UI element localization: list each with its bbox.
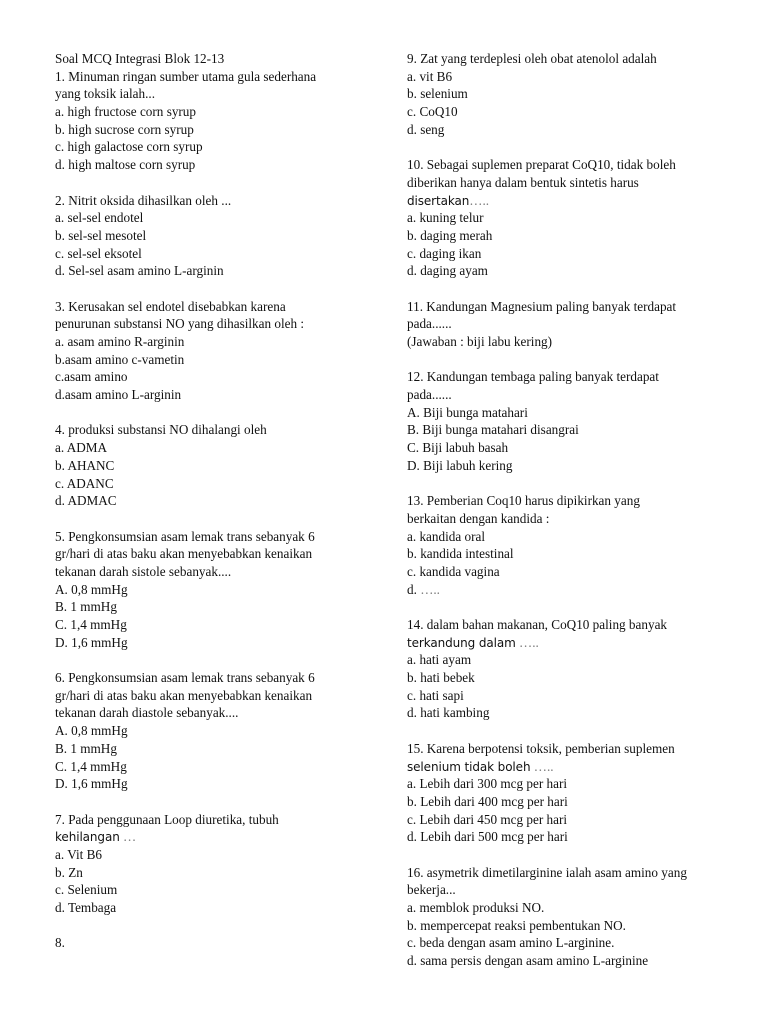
line-text: a. ADMA [55, 440, 108, 456]
text-line [407, 828, 737, 846]
line-text: A. 0,8 mmHg [55, 581, 128, 597]
blank-line [55, 651, 380, 669]
blank-line [55, 510, 380, 528]
text-line [55, 492, 380, 510]
line-text: 1. Minuman ringan sumber utama gula sederhana [55, 68, 317, 84]
line-text: tekanan darah diastole sebanyak.... [55, 705, 239, 721]
line-text: d. daging ayam [407, 263, 488, 279]
line-text: b.asam amino c-vametin [55, 351, 185, 367]
blank-line [55, 404, 380, 422]
text-line [407, 793, 737, 811]
text-line [55, 85, 380, 103]
text-line [55, 598, 380, 616]
line-text: a. Vit B6 [55, 846, 102, 862]
line-text: 12. Kandungan tembaga paling banyak terdapat [407, 369, 659, 385]
line-text: yang toksik ialah... [55, 86, 155, 102]
line-text: C. Biji labuh basah [407, 440, 509, 456]
line-text: b. mempercepat reaksi pembentukan NO. [407, 917, 626, 933]
text-line [407, 368, 737, 386]
left-column [55, 50, 380, 952]
text-line [407, 439, 737, 457]
text-line [407, 616, 737, 634]
line-text: c. CoQ10 [407, 104, 458, 120]
text-line [55, 545, 380, 563]
text-line [55, 704, 380, 722]
ellipsis-dots: ….. [530, 758, 554, 774]
line-text: 8. [55, 935, 65, 951]
text-line [407, 156, 737, 174]
line-text: 13. Pemberian Coq10 harus dipikirkan yang [407, 493, 640, 509]
text-line [407, 687, 737, 705]
text-line [55, 68, 380, 86]
text-line [55, 811, 380, 829]
line-text: 7. Pada penggunaan Loop diuretika, tubuh [55, 811, 279, 827]
text-line [55, 563, 380, 581]
line-text: d. ADMAC [55, 493, 117, 509]
blank-line [407, 351, 737, 369]
line-text: 9. Zat yang terdeplesi oleh obat atenolol adalah [407, 51, 657, 66]
line-text: d. Lebih dari 500 mcg per hari [407, 829, 568, 845]
right-column [407, 50, 737, 970]
text-line [55, 262, 380, 280]
text-line [407, 121, 737, 139]
text-line [407, 704, 737, 722]
text-line [407, 85, 737, 103]
line-text: d. Sel-sel asam amino L-arginin [55, 263, 224, 279]
line-text: d. sama persis dengan asam amino L-arginine [407, 953, 649, 969]
text-line [407, 68, 737, 86]
text-line [55, 315, 380, 333]
line-text: penurunan substansi NO yang dihasilkan oleh : [55, 316, 305, 332]
text-line [55, 245, 380, 263]
blank-line [407, 722, 737, 740]
line-text: b. AHANC [55, 457, 115, 473]
text-line [55, 528, 380, 546]
text-line [55, 421, 380, 439]
text-line [407, 262, 737, 280]
line-text: b. sel-sel mesotel [55, 227, 147, 243]
text-line [407, 651, 737, 669]
blank-line [55, 793, 380, 811]
text-line [407, 174, 737, 192]
line-text: A. Biji bunga matahari [407, 404, 528, 420]
line-text: c. Lebih dari 450 mcg per hari [407, 811, 568, 827]
line-text: c. high galactose corn syrup [55, 139, 203, 155]
blank-line [407, 138, 737, 156]
text-line [55, 386, 380, 404]
text-line [55, 722, 380, 740]
line-text: a. hati ayam [407, 652, 472, 668]
text-line [407, 227, 737, 245]
text-line [407, 528, 737, 546]
text-line [55, 50, 380, 68]
text-line [407, 811, 737, 829]
text-line [407, 492, 737, 510]
text-line [407, 457, 737, 475]
text-line [55, 828, 380, 846]
text-line [55, 138, 380, 156]
blank-line [407, 475, 737, 493]
text-line [55, 687, 380, 705]
text-line [407, 209, 737, 227]
blank-line [55, 280, 380, 298]
line-text: a. sel-sel endotel [55, 210, 144, 226]
line-text: pada...... [407, 387, 452, 403]
line-text: berkaitan dengan kandida : [407, 510, 550, 526]
ellipsis-dots: ….. [469, 192, 490, 208]
text-line [55, 103, 380, 121]
line-text: C. 1,4 mmHg [55, 617, 127, 632]
text-line [55, 740, 380, 758]
text-line [407, 934, 737, 952]
line-text: d.asam amino L-arginin [55, 387, 182, 403]
line-text: kehilangan [55, 830, 120, 845]
line-text: b. hati bebek [407, 670, 475, 686]
line-text: b. kandida intestinal [407, 546, 514, 562]
line-text: diberikan hanya dalam bentuk sintetis harus [407, 174, 639, 190]
line-text: a. asam amino R-arginin [55, 334, 185, 349]
line-text: b. Zn [55, 864, 83, 880]
line-text: terkandung dalam [407, 635, 516, 650]
text-line [55, 475, 380, 493]
line-text: a. kandida oral [407, 528, 485, 544]
line-text: 10. Sebagai suplemen preparat CoQ10, tidak boleh [407, 157, 676, 173]
line-text: gr/hari di atas baku akan menyebabkan kenaikan [55, 546, 313, 562]
line-text: d. seng [407, 121, 445, 137]
line-text: 11. Kandungan Magnesium paling banyak terdapat [407, 298, 677, 314]
text-line [55, 616, 380, 634]
line-text: d. [407, 581, 417, 597]
line-text: c. daging ikan [407, 245, 482, 261]
line-text: bekerja... [407, 882, 456, 898]
line-text: b. high sucrose corn syrup [55, 121, 194, 137]
ellipsis-dots: ….. [515, 634, 539, 650]
line-text: B. 1 mmHg [55, 599, 117, 615]
line-text: D. 1,6 mmHg [55, 776, 128, 792]
text-line [55, 227, 380, 245]
text-line [55, 881, 380, 899]
text-line [55, 634, 380, 652]
line-text: c. beda dengan asam amino L-arginine. [407, 935, 615, 951]
text-line [407, 510, 737, 528]
line-text: D. Biji labuh kering [407, 457, 513, 473]
text-line [55, 368, 380, 386]
line-text: 2. Nitrit oksida dihasilkan oleh ... [55, 192, 232, 208]
text-line [55, 298, 380, 316]
text-line [407, 634, 737, 652]
text-line [407, 298, 737, 316]
text-line [55, 439, 380, 457]
blank-line [407, 846, 737, 864]
text-line [407, 404, 737, 422]
line-text: (Jawaban : biji labu kering) [407, 334, 553, 349]
line-text: c. ADANC [55, 475, 114, 491]
line-text: b. Lebih dari 400 mcg per hari [407, 793, 568, 809]
line-text: D. 1,6 mmHg [55, 634, 128, 650]
line-text: d. Tembaga [55, 900, 117, 915]
text-line [407, 758, 737, 776]
line-text: 4. produksi substansi NO dihalangi oleh [55, 422, 267, 438]
text-line [55, 209, 380, 227]
text-line [55, 581, 380, 599]
blank-line [407, 598, 737, 616]
blank-line [407, 280, 737, 298]
line-text: d. hati kambing [407, 705, 490, 721]
line-text: disertakan [407, 193, 470, 208]
text-line [55, 156, 380, 174]
text-line [55, 121, 380, 139]
line-text: a. memblok produksi NO. [407, 900, 545, 915]
text-line [55, 864, 380, 882]
line-text: pada...... [407, 316, 452, 332]
line-text: b. selenium [407, 86, 468, 102]
line-text: Soal MCQ Integrasi Blok 12-13 [55, 51, 225, 66]
text-line [55, 934, 380, 952]
line-text: c. sel-sel eksotel [55, 245, 142, 261]
text-line [407, 952, 737, 970]
line-text: gr/hari di atas baku akan menyebabkan kenaikan [55, 687, 313, 703]
text-line [407, 421, 737, 439]
line-text: 16. asymetrik dimetilarginine ialah asam amino yang [407, 864, 687, 880]
text-line [55, 457, 380, 475]
text-line [407, 386, 737, 404]
line-text: B. 1 mmHg [55, 740, 117, 756]
text-line [407, 50, 737, 68]
ellipsis-dots: ….. [416, 581, 440, 597]
line-text: b. daging merah [407, 227, 493, 243]
text-line [55, 333, 380, 351]
text-line [55, 775, 380, 793]
text-line [407, 245, 737, 263]
line-text: c. hati sapi [407, 687, 464, 703]
line-text: C. 1,4 mmHg [55, 758, 127, 774]
line-text: 15. Karena berpotensi toksik, pemberian suplemen [407, 740, 675, 756]
text-line [407, 899, 737, 917]
text-line [407, 917, 737, 935]
blank-line [55, 917, 380, 935]
text-line [407, 740, 737, 758]
text-line [55, 351, 380, 369]
blank-line [55, 174, 380, 192]
line-text: a. kuning telur [407, 210, 484, 226]
line-text: B. Biji bunga matahari disangrai [407, 422, 579, 438]
text-line [407, 333, 737, 351]
line-text: 5. Pengkonsumsian asam lemak trans sebanyak 6 [55, 528, 315, 544]
text-line [55, 846, 380, 864]
text-line [407, 581, 737, 599]
text-line [55, 192, 380, 210]
line-text: c. Selenium [55, 882, 118, 898]
text-line [407, 563, 737, 581]
line-text: 3. Kerusakan sel endotel disebabkan karena [55, 298, 286, 314]
text-line [407, 669, 737, 687]
line-text: 6. Pengkonsumsian asam lemak trans sebanyak 6 [55, 670, 315, 686]
text-line [55, 758, 380, 776]
line-text: selenium tidak boleh [407, 759, 531, 774]
text-line [407, 315, 737, 333]
ellipsis-dots: … [119, 829, 137, 845]
line-text: a. high fructose corn syrup [55, 104, 196, 120]
text-line [407, 545, 737, 563]
text-line [55, 669, 380, 687]
text-line [407, 103, 737, 121]
text-line [407, 775, 737, 793]
line-text: d. high maltose corn syrup [55, 157, 196, 173]
line-text: tekanan darah sistole sebanyak.... [55, 563, 232, 579]
line-text: a. Lebih dari 300 mcg per hari [407, 776, 568, 792]
text-line [407, 881, 737, 899]
text-line [407, 192, 737, 210]
line-text: 14. dalam bahan makanan, CoQ10 paling banyak [407, 617, 668, 632]
line-text: A. 0,8 mmHg [55, 723, 128, 739]
line-text: c. kandida vagina [407, 563, 500, 579]
text-line [407, 864, 737, 882]
text-line [55, 899, 380, 917]
line-text: a. vit B6 [407, 68, 453, 84]
line-text: c.asam amino [55, 369, 128, 385]
